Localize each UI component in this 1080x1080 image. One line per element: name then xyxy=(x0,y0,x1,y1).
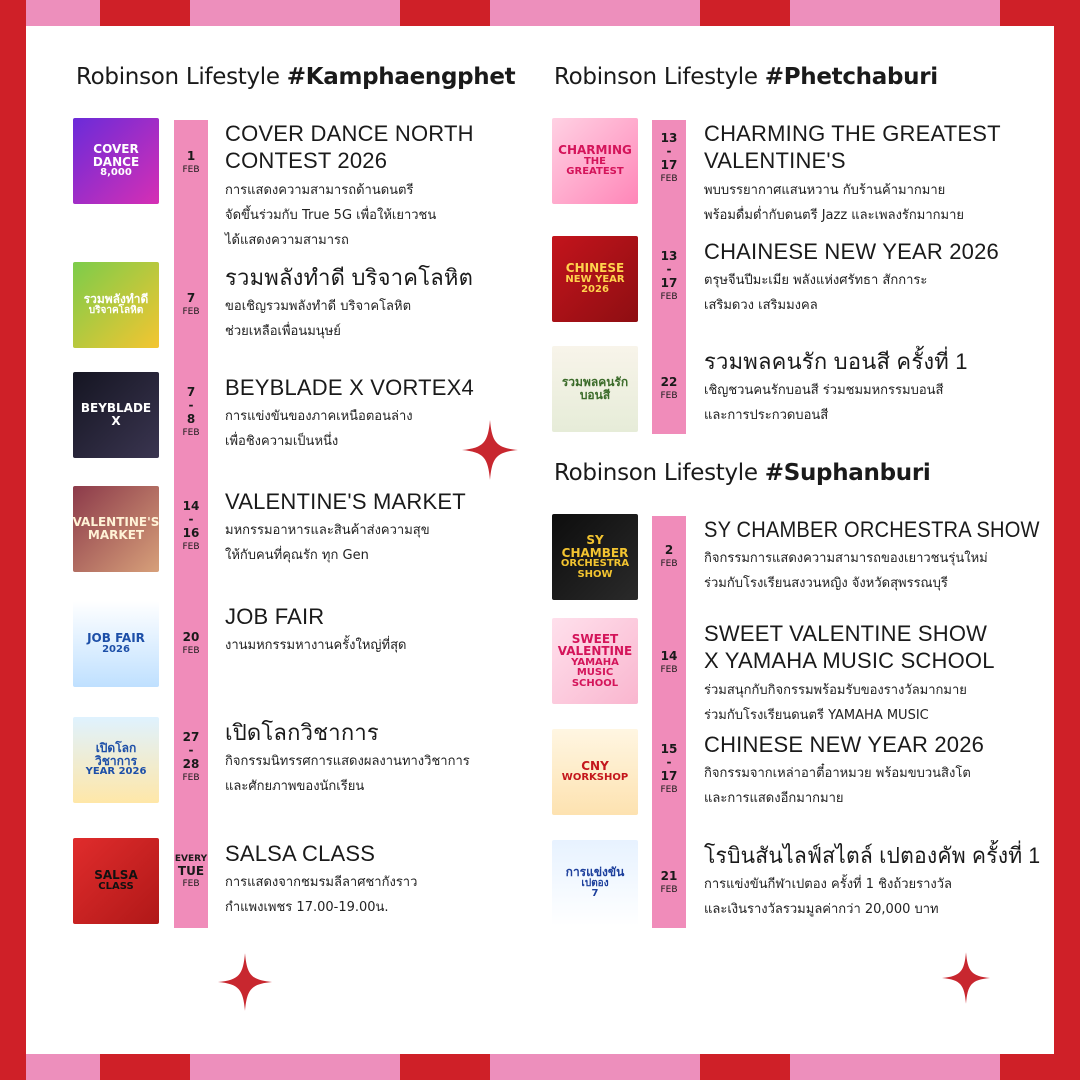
event-date xyxy=(174,729,208,785)
event-description xyxy=(225,178,436,253)
thumbnail-text: ORCHESTRA SHOW xyxy=(560,558,630,580)
event-description-line: ตรุษจีนปีมะเมีย พลังแห่งศรัทธา สักการะ xyxy=(704,273,928,288)
date-month: FEB xyxy=(660,559,678,570)
section-tag: #Kamphaengphet xyxy=(286,64,516,90)
event-date xyxy=(174,384,208,440)
event-description xyxy=(704,872,952,922)
event-title xyxy=(225,840,375,867)
event-title xyxy=(704,620,995,674)
event-description-line: พบบรรยากาศแสนหวาน กับร้านค้ามากมาย xyxy=(704,183,946,198)
date-dash: - xyxy=(188,398,194,413)
event-description-line: ได้แสดงความสามารถ xyxy=(225,233,349,248)
event-date xyxy=(174,498,208,554)
date-start: 7 xyxy=(186,385,196,399)
thumbnail-text: YEAR 2026 xyxy=(85,766,147,778)
event-description-line: ร่วมกับโรงเรียนดนตรี YAMAHA MUSIC xyxy=(704,708,929,723)
event-description xyxy=(225,633,406,658)
event-thumbnail xyxy=(552,118,638,204)
date-every: EVERY xyxy=(174,854,208,864)
event-thumbnail xyxy=(552,618,638,704)
date-start: 1 xyxy=(186,149,196,163)
section-tag: #Phetchaburi xyxy=(764,64,938,90)
event-date xyxy=(652,868,686,897)
date-dash: - xyxy=(666,144,672,159)
event-title xyxy=(225,603,324,630)
event-title-line: COVER DANCE NORTH xyxy=(225,121,474,146)
event-title xyxy=(704,731,984,758)
event-description-line: พร้อมดื่มด่ำกับดนตรี Jazz และเพลงรักมากมาย xyxy=(704,208,965,223)
border-left xyxy=(0,0,26,1080)
date-end: 17 xyxy=(660,768,678,783)
date-start: 13 xyxy=(660,249,678,263)
event-title-line: รวมพลคนรัก บอนสี ครั้งที่ 1 xyxy=(704,349,968,374)
event-title-line: CHAINESE NEW YEAR 2026 xyxy=(704,239,999,264)
event-title xyxy=(225,488,466,515)
event-date xyxy=(652,248,686,304)
date-start: 2 xyxy=(664,543,674,557)
date-month: FEB xyxy=(182,428,200,439)
thumbnail-text: NEW YEAR xyxy=(565,273,625,285)
event-description-line: เชิญชวนคนรักบอนสี ร่วมชมมหกรรมบอนสี xyxy=(704,383,944,398)
thumbnail-text: 8,000 xyxy=(100,167,132,179)
event-date xyxy=(174,148,208,177)
thumbnail-text: CLASS xyxy=(98,881,134,893)
event-description-line: และเงินรางวัลรวมมูลค่ากว่า 20,000 บาท xyxy=(704,902,939,917)
thumbnail-text: CHINESE xyxy=(565,261,625,276)
section-prefix: Robinson Lifestyle xyxy=(554,64,765,90)
event-description xyxy=(704,378,943,428)
date-month: FEB xyxy=(182,773,200,784)
event-date xyxy=(652,374,686,403)
event-description xyxy=(225,404,413,454)
event-title-line: X YAMAHA MUSIC SCHOOL xyxy=(704,648,995,673)
event-title-line: รวมพลังทำดี บริจาคโลหิต xyxy=(225,265,474,290)
date-start: 7 xyxy=(186,291,196,305)
date-dash: - xyxy=(188,512,194,527)
event-title-line: BEYBLADE X VORTEX4 xyxy=(225,375,474,400)
event-thumbnail xyxy=(73,118,159,204)
event-description-line: ขอเชิญรวมพลังทำดี บริจาคโลหิต xyxy=(225,299,412,314)
border-bottom xyxy=(0,1054,1080,1080)
event-thumbnail xyxy=(73,717,159,803)
date-month: FEB xyxy=(660,785,678,796)
event-description xyxy=(225,294,411,344)
border-top xyxy=(0,0,1080,26)
event-description-line: การแข่งขันของภาคเหนือตอนล่าง xyxy=(225,409,413,424)
event-date xyxy=(652,741,686,797)
date-month: FEB xyxy=(182,646,200,657)
date-start: 20 xyxy=(182,630,200,644)
thumbnail-text: รวมพลังทำดี xyxy=(83,292,149,307)
event-thumbnail xyxy=(73,372,159,458)
event-date xyxy=(174,854,208,891)
event-description-line: การแข่งขันกีฬาเปตอง ครั้งที่ 1 ชิงถ้วยรางวัล xyxy=(704,877,953,892)
event-title-line: JOB FAIR xyxy=(225,604,325,629)
event-description-line: งานมหกรรมหางานครั้งใหญ่ที่สุด xyxy=(225,638,407,653)
thumbnail-text: CNY xyxy=(581,759,609,774)
event-description xyxy=(225,870,417,920)
date-start: 15 xyxy=(660,742,678,756)
thumbnail-text: เปิดโลกวิชาการ xyxy=(94,741,138,768)
thumbnail-text: CHARMING xyxy=(558,143,632,158)
event-thumbnail xyxy=(552,236,638,322)
thumbnail-text: BEYBLADE X xyxy=(80,401,152,428)
thumbnail-text: เปตอง xyxy=(581,877,609,889)
event-description xyxy=(704,268,927,318)
thumbnail-text: COVER DANCE xyxy=(92,142,140,169)
event-description-line: กิจกรรมจากเหล่าอาตี๋อาหมวย พร้อมขบวนสิงโต xyxy=(704,766,971,781)
date-day: TUE xyxy=(177,863,205,878)
event-title xyxy=(225,719,379,746)
event-description-line: กิจกรรมนิทรรศการแสดงผลงานทางวิชาการ xyxy=(225,754,470,769)
event-title xyxy=(704,842,1040,869)
event-thumbnail xyxy=(73,262,159,348)
event-thumbnail xyxy=(552,346,638,432)
thumbnail-text: 2026 xyxy=(102,644,130,656)
thumbnail-text: รวมพลคนรักบอนสี xyxy=(561,375,629,402)
thumbnail-text: THE GREATEST xyxy=(566,155,624,178)
sparkle-icon xyxy=(942,952,990,1004)
event-thumbnail xyxy=(73,838,159,924)
event-description xyxy=(704,546,988,596)
event-title-line: โรบินสันไลฟ์สไตล์ เปตองคัพ ครั้งที่ 1 xyxy=(704,843,1041,868)
date-dash: - xyxy=(666,755,672,770)
date-month: FEB xyxy=(182,542,200,553)
thumbnail-text: VALENTINE'S MARKET xyxy=(73,515,159,542)
event-description-line: การแสดงจากชมรมลีลาศชากังราว xyxy=(225,875,418,890)
date-start: 21 xyxy=(660,869,678,883)
date-month: FEB xyxy=(182,307,200,318)
date-end: 17 xyxy=(660,275,678,290)
event-title xyxy=(704,348,968,375)
date-month: FEB xyxy=(182,878,200,889)
date-bar-suphanburi xyxy=(652,516,686,928)
section-prefix: Robinson Lifestyle xyxy=(554,460,765,486)
sparkle-icon xyxy=(462,420,518,480)
thumbnail-text: 2026 xyxy=(581,284,609,296)
event-description xyxy=(704,678,967,728)
date-month: FEB xyxy=(660,292,678,303)
event-title-line: เปิดโลกวิชาการ xyxy=(225,720,379,745)
event-description xyxy=(225,749,470,799)
section-title-kamphaengphet xyxy=(76,64,515,90)
thumbnail-text: JOB FAIR xyxy=(87,631,145,646)
event-title-line: CHARMING THE GREATEST xyxy=(704,121,1001,146)
event-description-line: ร่วมกับโรงเรียนสงวนหญิง จังหวัดสุพรรณบุรี xyxy=(704,576,948,591)
event-description-line: และศักยภาพของนักเรียน xyxy=(225,779,365,794)
date-end: 17 xyxy=(660,157,678,172)
event-description-line: มหกรรมอาหารและสินค้าส่งความสุข xyxy=(225,523,430,538)
event-description-line: เพื่อชิงความเป็นหนึ่ง xyxy=(225,434,339,449)
event-title xyxy=(225,120,474,174)
event-date xyxy=(174,629,208,658)
event-description-line: ช่วยเหลือเพื่อนมนุษย์ xyxy=(225,324,341,339)
date-start: 22 xyxy=(660,375,678,389)
date-month: FEB xyxy=(182,165,200,176)
section-tag: #Suphanburi xyxy=(764,460,931,486)
thumbnail-text: SALSA xyxy=(94,868,138,883)
thumbnail-text: บริจาคโลหิต xyxy=(88,305,144,317)
event-title xyxy=(704,516,1040,543)
event-description-line: กำแพงเพชร 17.00-19.00น. xyxy=(225,900,389,915)
thumbnail-text: WORKSHOP xyxy=(561,772,629,784)
event-description-line: ร่วมสนุกกับกิจกรรมพร้อมรับของรางวัลมากมาย xyxy=(704,683,967,698)
event-description-line: และการแสดงอีกมากมาย xyxy=(704,791,844,806)
event-description-line: การแสดงความสามารถด้านดนตรี xyxy=(225,183,414,198)
date-start: 27 xyxy=(182,730,200,744)
event-date xyxy=(652,648,686,677)
event-thumbnail xyxy=(552,840,638,926)
date-start: 14 xyxy=(182,499,200,513)
event-thumbnail xyxy=(552,514,638,600)
event-thumbnail xyxy=(552,729,638,815)
event-description xyxy=(225,518,430,568)
border-right xyxy=(1054,0,1080,1080)
event-title xyxy=(704,238,999,265)
event-title-line: VALENTINE'S xyxy=(704,148,846,173)
event-title xyxy=(704,120,1001,174)
date-end: 16 xyxy=(182,525,200,540)
event-title-line: VALENTINE'S MARKET xyxy=(225,489,466,514)
date-month: FEB xyxy=(660,174,678,185)
event-thumbnail xyxy=(73,486,159,572)
thumbnail-text: YAMAHA MUSIC SCHOOL xyxy=(571,656,619,689)
thumbnail-text: SY CHAMBER xyxy=(561,532,629,560)
event-description-line: จัดขึ้นร่วมกับ True 5G เพื่อให้เยาวชน xyxy=(225,208,437,223)
date-start: 13 xyxy=(660,131,678,145)
date-end: 8 xyxy=(186,411,196,426)
event-date xyxy=(652,130,686,186)
date-dash: - xyxy=(188,743,194,758)
sparkle-icon xyxy=(218,952,272,1012)
event-description-line: เสริมดวง เสริมมงคล xyxy=(704,298,818,313)
thumbnail-text: SWEET VALENTINE xyxy=(557,631,633,659)
date-month: FEB xyxy=(660,665,678,676)
event-title-line: SY CHAMBER ORCHESTRA SHOW xyxy=(704,517,1040,542)
event-title xyxy=(225,374,474,401)
date-dash: - xyxy=(666,262,672,277)
date-end: 28 xyxy=(182,756,200,771)
event-title-line: CONTEST 2026 xyxy=(225,148,388,173)
section-title-phetchaburi xyxy=(554,64,938,90)
event-date xyxy=(174,290,208,319)
event-description-line: กิจกรรมการแสดงความสามารถของเยาวชนรุ่นใหม่ xyxy=(704,551,988,566)
event-thumbnail xyxy=(73,601,159,687)
event-description-line: และการประกวดบอนสี xyxy=(704,408,829,423)
event-description xyxy=(704,761,971,811)
section-title-suphanburi xyxy=(554,460,930,486)
event-date xyxy=(652,542,686,571)
date-month: FEB xyxy=(660,885,678,896)
date-month: FEB xyxy=(660,391,678,402)
thumbnail-text: การแข่งขัน xyxy=(565,865,625,880)
event-title-line: SWEET VALENTINE SHOW xyxy=(704,621,988,646)
section-prefix: Robinson Lifestyle xyxy=(76,64,287,90)
event-description-line: ให้กับคนที่คุณรัก ทุก Gen xyxy=(225,548,369,563)
date-start: 14 xyxy=(660,649,678,663)
event-title-line: CHINESE NEW YEAR 2026 xyxy=(704,732,985,757)
event-description xyxy=(704,178,964,228)
event-title xyxy=(225,264,473,291)
thumbnail-text: 7 xyxy=(591,888,599,900)
event-title-line: SALSA CLASS xyxy=(225,841,376,866)
